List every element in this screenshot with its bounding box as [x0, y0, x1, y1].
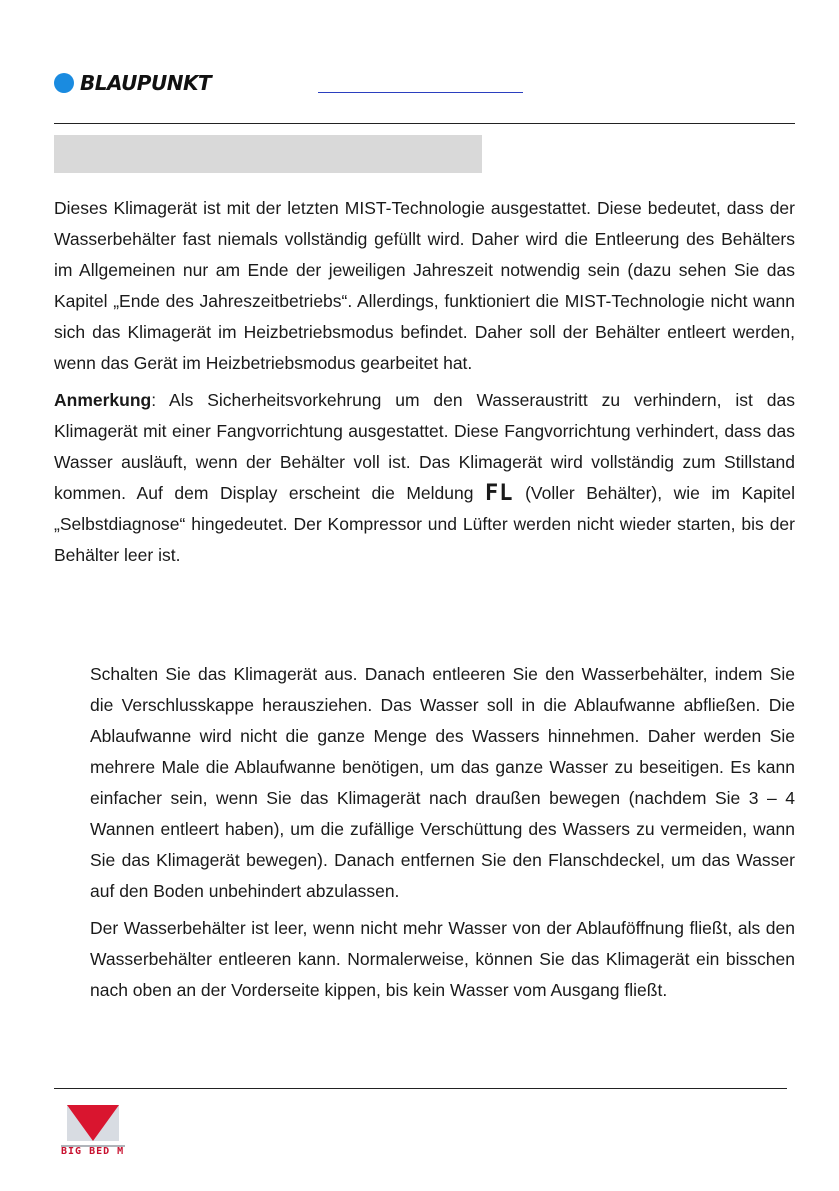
main-content: [54, 193, 795, 571]
header-link-underline: [318, 92, 523, 93]
note-paragraph: [54, 385, 795, 571]
footer-logo-text: BIG BED M: [61, 1146, 125, 1157]
section-title-bar: [54, 135, 482, 173]
footer-divider: [54, 1088, 787, 1089]
note-text-after: (Voller Behälter), wie im Kapitel „Selbstdiagnose“ hingedeutet. Der Kompressor und Lüfter werden nicht wieder starten, bis der Behälter leer ist.: [54, 483, 795, 565]
drain-steps: [90, 659, 795, 1006]
step-paragraph: Schalten Sie das Klimagerät aus. Danach entleeren Sie den Wasserbehälter, indem Sie die Verschlusskappe herausziehen. Das Wasser soll in die Ablaufwanne abfließen. Die Ablaufwanne wird nicht die ganze Menge des Wassers hinnehmen. Daher werden Sie mehrere Male die Ablaufwanne benötigen, um das ganze Wasser zu beseitigen. Es kann einfacher sein, wenn Sie das Klimagerät nach draußen bewegen (nachdem Sie 3 – 4 Wannen entleert haben), um die zufällige Verschüttung des Wassers zu vermeiden, wann Sie das Klimagerät bewegen). Danach entfernen Sie den Flanschdeckel, um das Wasser auf den Boden unbehindert abzulassen.: [90, 664, 795, 901]
brand-name: BLAUPUNKT: [80, 71, 212, 95]
note-text-before: : Als Sicherheitsvorkehrung um den Wasseraustritt zu verhindern, ist das Klimagerät mit einer Fangvorrichtung ausgestattet. Diese Fangvorrichtung verhindert, dass das Wasser ausläuft, wenn der Behälter voll ist. Das Klimagerät wird vollständig zum Stillstand kommen. Auf dem Display erscheint die Meldung: [54, 390, 795, 503]
note-label: Anmerkung: [54, 390, 152, 410]
step-paragraph: Der Wasserbehälter ist leer, wenn nicht mehr Wasser von der Ablauföffnung fließt, als den Wasserbehälter entleeren kann. Normalerweise, können Sie das Klimagerät ein bisschen nach oben an der Vorderseite kippen, bis kein Wasser vom Ausgang fließt.: [90, 918, 795, 1000]
brand-dot-icon: [54, 73, 74, 93]
brand-logo: [54, 70, 211, 96]
header-divider: [54, 123, 795, 124]
intro-paragraph: Dieses Klimagerät ist mit der letzten MIST-Technologie ausgestattet. Diese bedeutet, dass der Wasserbehälter fast niemals vollständig gefüllt wird. Daher wird die Entleerung des Behälters im Allgemeinen nur am Ende der jeweiligen Jahreszeit notwendig sein (dazu sehen Sie das Kapitel „Ende des Jahreszeitbetriebs“. Allerdings, funktioniert die MIST-Technologie nicht wann sich das Klimagerät im Heizbetriebsmodus befindet. Daher soll der Behälter entleert werden, wenn das Gerät im Heizbetriebsmodus gearbeitet hat.: [54, 198, 795, 373]
full-tank-display-code: FL: [485, 481, 514, 506]
